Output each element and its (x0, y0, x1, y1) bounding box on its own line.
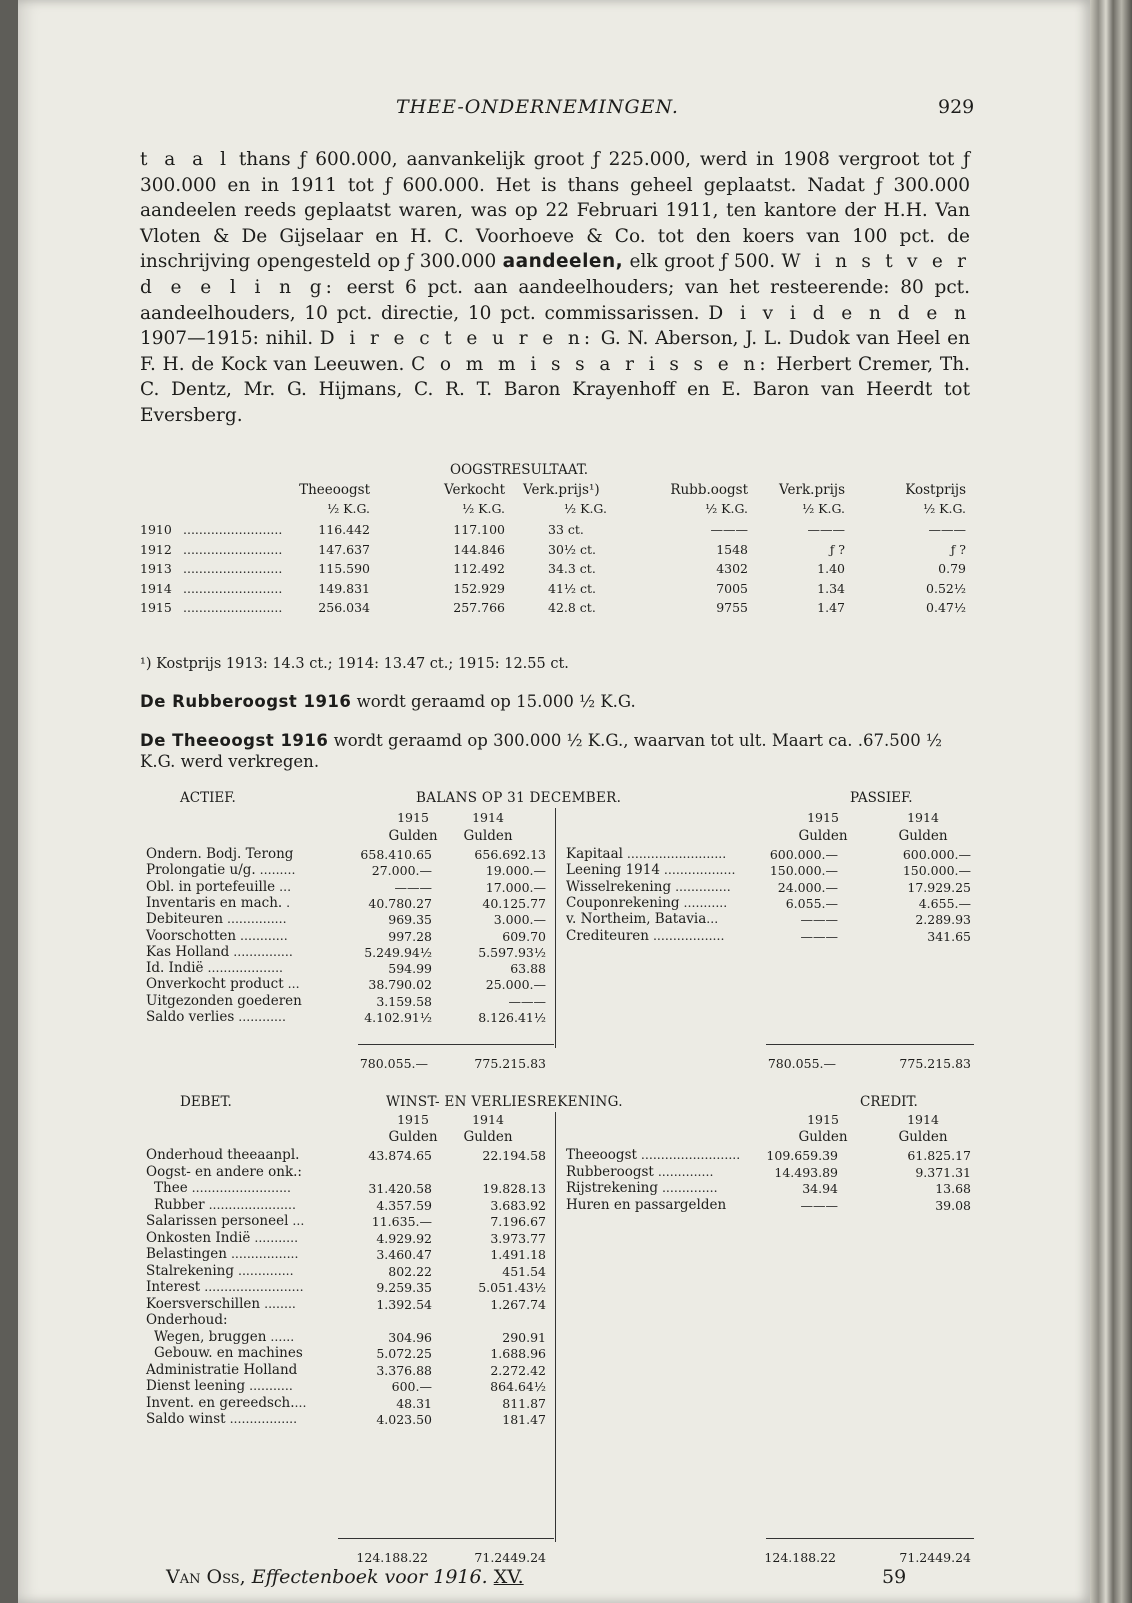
liabilities-total-previous: 775.215.83 (899, 1056, 971, 1071)
table-cell: 147.637 (318, 541, 370, 557)
ledger-row-label (146, 976, 300, 992)
ledger-value-previous: 3.000.— (493, 912, 546, 928)
table-cell: 30½ ct. (548, 541, 596, 557)
ledger-value-previous: 656.692.13 (474, 847, 546, 862)
ledger-row-label (154, 1197, 296, 1213)
ledger-label-text: Rubber (154, 1196, 205, 1213)
leader-dots: ........... (679, 894, 728, 910)
ledger-value-current: 31.420.58 (368, 1181, 432, 1196)
ledger-row-label (566, 1147, 740, 1163)
year-header: 1914 (472, 1112, 504, 1127)
table-cell: 41½ ct. (548, 580, 596, 596)
ledger-value-current: 3.376.88 (376, 1362, 432, 1378)
column-unit: ½ K.G. (564, 501, 607, 516)
ledger-label-text: Thee (154, 1180, 188, 1196)
liabilities-total-rule (766, 1044, 974, 1045)
ledger-label-text: Interest (146, 1279, 201, 1295)
ledger-label-text: Ondern. Bodj. Terong (146, 846, 294, 862)
ledger-value-previous: 600.000.— (902, 847, 971, 862)
leader-dots: ................. (226, 1246, 299, 1261)
column-header: Rubb.oogst (670, 482, 748, 498)
ledger-value-current: ——— (800, 928, 838, 944)
ledger-value-previous: 1.267.74 (490, 1296, 546, 1312)
imprint-volume: XV. (493, 1566, 524, 1588)
table-cell: 1548 (716, 541, 748, 557)
ledger-value-previous: 19.000.— (485, 863, 546, 879)
leader-dots: ............ (236, 927, 288, 943)
text-segment: Herbert Cremer, Th. C. Dentz, Mr. G. Hijmans, C. R. T. Baron Krayenhoff en E. Baron van Heerdt tot Eversberg. (140, 353, 970, 426)
table-cell: 33 ct. (548, 522, 584, 537)
ledger-value-previous: 40.125.77 (482, 895, 546, 911)
table-cell: 112.492 (453, 561, 505, 576)
ledger-row-label (154, 1180, 291, 1196)
ledger-value-previous: 2.289.93 (915, 912, 971, 928)
column-unit: ½ K.G. (327, 501, 370, 516)
tea-estimate (140, 730, 970, 772)
ledger-value-previous: 341.65 (927, 928, 971, 944)
ledger-label-text: Wegen, bruggen (154, 1328, 267, 1345)
leader-dots: ......... (255, 862, 296, 878)
leader-dots: ......................... (636, 1147, 741, 1162)
ledger-label-text: Saldo winst (146, 1411, 226, 1427)
ledger-row-label (566, 1197, 726, 1213)
credit-heading: CREDIT. (860, 1094, 918, 1110)
text-segment: 1907—1915: nihil. (140, 328, 320, 350)
ledger-value-current: 304.96 (388, 1329, 432, 1345)
column-unit: ½ K.G. (802, 501, 845, 516)
table-cell: ƒ ? (829, 541, 845, 557)
profit-loss-heading: WINST- EN VERLIESREKENING. (386, 1094, 623, 1110)
currency-header: Gulden (463, 828, 513, 844)
ledger-value-current: 34.94 (802, 1181, 838, 1196)
ledger-row-label (146, 1296, 296, 1312)
ledger-value-previous: 25.000.— (485, 977, 546, 993)
ledger-value-previous: ——— (508, 993, 546, 1009)
imprint-author: Van Oss, (166, 1566, 246, 1588)
table-cell: 0.52½ (926, 580, 966, 596)
ledger-value-previous: 13.68 (935, 1181, 971, 1196)
ledger-row-label (146, 928, 288, 944)
ledger-label-text: Wisselrekening (566, 878, 672, 895)
debit-total-previous: 71.2449.24 (474, 1550, 546, 1565)
ledger-value-current: 594.99 (388, 961, 432, 977)
ledger-row-label (146, 1263, 294, 1279)
ledger-row-label (566, 895, 727, 911)
ledger-label-text: Crediteuren (566, 927, 649, 944)
ledger-value-current: 48.31 (396, 1395, 432, 1411)
credit-total-current: 124.188.22 (764, 1550, 836, 1565)
table-cell: 0.47½ (926, 600, 966, 615)
leader-dots: .................. (659, 862, 736, 878)
ledger-value-previous: 451.54 (502, 1263, 546, 1279)
table-cell: 9755 (716, 600, 748, 615)
row-year: 1914 (140, 580, 172, 596)
ledger-value-previous: 61.825.17 (907, 1148, 971, 1163)
ledger-value-current: 4.929.92 (376, 1230, 432, 1246)
text-segment: G. N. Aberson, J. L. Dudok van Heel en F. H. de Kock van Leeuwen. (140, 328, 971, 375)
ledger-label-text: Obl. in portefeuille (146, 878, 276, 895)
ledger-label-text: Id. Indië (146, 960, 204, 977)
ledger-label-text: Voorschotten (146, 927, 237, 944)
ledger-value-current: 150.000.— (769, 863, 838, 879)
table-cell: 4302 (716, 561, 748, 576)
text-segment-spaced: D i r e c t e u r e n: (319, 328, 595, 350)
ledger-row-label (566, 928, 724, 944)
balance-divider (555, 808, 556, 1048)
ledger-label-text: Belastingen (146, 1246, 227, 1262)
ledger-label-text: Koersverschillen (146, 1295, 261, 1312)
ledger-value-previous: 3.973.77 (490, 1230, 546, 1246)
text-segment: t a a l (140, 149, 230, 170)
year-header: 1914 (907, 810, 939, 825)
debit-total-rule (338, 1538, 554, 1539)
text-segment: elk groot ƒ 500. (623, 251, 782, 273)
ledger-row-label (566, 862, 735, 878)
leader-dots: ............... (223, 911, 287, 927)
ledger-row-label (566, 846, 726, 862)
assets-total-current: 780.055.— (359, 1056, 428, 1071)
ledger-label-text: Onverkocht product (146, 976, 284, 993)
liabilities-total-current: 780.055.— (767, 1056, 836, 1071)
ledger-value-current: 4.023.50 (376, 1412, 432, 1427)
ledger-value-current: ——— (800, 912, 838, 928)
ledger-label-text: Huren en passargelden (566, 1196, 727, 1213)
ledger-label-text: Onderhoud theeaanpl. (146, 1147, 300, 1163)
ledger-value-current: 969.35 (388, 912, 432, 928)
ledger-label-text: Debiteuren (146, 911, 224, 928)
ledger-row-label (146, 993, 302, 1009)
ledger-label-text: Gebouw. en machines (154, 1345, 303, 1361)
ledger-row-label (146, 895, 290, 911)
ledger-row-label (146, 1213, 304, 1229)
leader-dots: ........ (260, 1295, 296, 1311)
ledger-row-label (146, 1362, 297, 1378)
ledger-label-text: Theeoogst (566, 1147, 637, 1163)
leader-dots: ... (706, 911, 719, 927)
leader-dots: .................. (648, 927, 725, 943)
ledger-value-current: 3.460.47 (376, 1247, 432, 1262)
leader-dots: ......................... (183, 600, 283, 615)
ledger-row-label (146, 1411, 297, 1427)
credit-total-previous: 71.2449.24 (899, 1550, 971, 1565)
ledger-row-label (566, 879, 731, 895)
ledger-label-text: Kas Holland (146, 943, 230, 960)
row-year: 1910 (140, 522, 172, 537)
ledger-label-text: Leening 1914 (566, 862, 660, 879)
leader-dots: ... (294, 1394, 307, 1410)
ledger-value-current: ——— (394, 879, 432, 895)
leader-dots: .............. (671, 878, 731, 894)
table-cell: 257.766 (453, 600, 505, 615)
ledger-row-label (154, 1345, 303, 1361)
company-description (140, 147, 970, 429)
running-title: THEE-ONDERNEMINGEN. (396, 96, 679, 118)
table-cell: 152.929 (453, 580, 505, 596)
column-header: Kostprijs (905, 482, 966, 498)
ledger-value-previous: 19.828.13 (482, 1181, 546, 1196)
text-segment: eerst 6 pct. aan aandeelhouders; van het resteerende: 80 pct. aandeelhouders, 10 pct. directie, 10 pct. commissarissen. (140, 276, 970, 324)
ledger-row-label (566, 1180, 718, 1196)
ledger-row-label (146, 879, 291, 895)
ledger-value-current: ——— (800, 1197, 838, 1213)
ledger-row-label (566, 1164, 713, 1180)
ledger-value-previous: 8.126.41½ (478, 1010, 546, 1025)
tea-estimate-lead: De Theeoogst 1916 (140, 731, 329, 750)
leader-dots: ... (283, 976, 300, 992)
leader-dots: ................. (225, 1411, 298, 1426)
column-header: Theeoogst (299, 482, 370, 498)
ledger-value-previous: 9.371.31 (915, 1164, 971, 1180)
leader-dots: ......................... (183, 522, 283, 537)
table-cell: 256.034 (318, 600, 370, 615)
ledger-label-text: Rijstrekening (566, 1180, 658, 1196)
ledger-row-label (146, 846, 293, 862)
page-number: 929 (938, 96, 975, 118)
ledger-value-previous: 7.196.67 (490, 1214, 546, 1229)
ledger-label-text: Administratie Holland (146, 1361, 298, 1378)
ledger-value-previous: 3.683.92 (490, 1197, 546, 1213)
ledger-value-previous: 181.47 (502, 1412, 546, 1427)
leader-dots: ......................... (183, 561, 283, 576)
leader-dots: ......................... (200, 1279, 304, 1294)
ledger-value-previous: 63.88 (510, 961, 546, 977)
table-cell: 34.3 ct. (548, 561, 596, 576)
row-year: 1915 (140, 600, 172, 615)
ledger-row-label (154, 1329, 294, 1345)
ledger-value-current: 802.22 (388, 1263, 432, 1279)
ledger-value-current: 27.000.— (371, 863, 432, 879)
year-header: 1914 (907, 1112, 939, 1127)
table-cell: 116.442 (318, 522, 370, 537)
table-cell: ——— (928, 522, 966, 537)
ledger-row-label (146, 911, 287, 927)
ledger-value-previous: 22.194.58 (482, 1148, 546, 1163)
rubber-estimate-lead: De Rubberoogst 1916 (140, 692, 352, 711)
ledger-value-current: 38.790.02 (368, 977, 432, 993)
ledger-value-previous: 17.000.— (485, 879, 546, 895)
ledger-label-text: Saldo verlies (146, 1009, 235, 1025)
ledger-label-text: Prolongatie u/g. (146, 862, 256, 879)
credit-total-rule (766, 1538, 974, 1539)
rubber-estimate (140, 692, 636, 711)
leader-dots: ... (288, 1213, 305, 1228)
leader-dots: ...................... (204, 1196, 296, 1212)
year-header: 1914 (472, 810, 504, 825)
ledger-label-text: Rubberoogst (566, 1163, 654, 1180)
imprint-title: Effectenboek voor 1916. (251, 1566, 488, 1588)
ledger-label-text: v. Northeim, Batavia (566, 911, 707, 928)
ledger-row-label (146, 1009, 286, 1025)
ledger-row-label (146, 1395, 306, 1411)
ledger-label-text: Salarissen personeel (146, 1213, 289, 1229)
table-cell: 144.846 (453, 541, 505, 557)
leader-dots: ................... (203, 960, 284, 976)
currency-header: Gulden (463, 1129, 513, 1145)
column-unit: ½ K.G. (705, 501, 748, 516)
table-cell: 7005 (716, 580, 748, 596)
column-unit: ½ K.G. (462, 501, 505, 516)
ledger-label-text: Onderhoud: (146, 1312, 228, 1328)
tea-estimate-text: wordt geraamd op 300.000 ½ K.G., waarvan tot ult. Maart ca. .67.500 ½ K.G. werd verkregen. (140, 731, 942, 771)
rubber-estimate-text: wordt geraamd op 15.000 ½ K.G. (351, 692, 636, 711)
leader-dots: ......................... (183, 580, 283, 596)
ledger-value-previous: 5.597.93½ (478, 944, 546, 960)
text-segment-spaced: D i v i d e n d e n (708, 302, 970, 324)
ledger-value-current: 997.28 (388, 928, 432, 944)
ledger-label-text: Oogst- en andere onk.: (146, 1163, 302, 1180)
currency-header: Gulden (388, 828, 438, 844)
year-header: 1915 (397, 810, 429, 825)
ledger-value-current: 6.055.— (785, 895, 838, 911)
ledger-value-previous: 39.08 (935, 1197, 971, 1213)
leader-dots: ......................... (187, 1180, 291, 1195)
leader-dots: ........... (245, 1378, 293, 1393)
ledger-row-label (146, 1279, 304, 1295)
ledger-value-previous: 864.64½ (490, 1379, 546, 1394)
ledger-row-label (566, 911, 718, 927)
ledger-label-text: Onkosten Indië (146, 1229, 251, 1246)
ledger-value-current: 11.635.— (371, 1214, 432, 1229)
ledger-value-current: 658.410.65 (360, 847, 432, 862)
table-cell: 149.831 (318, 580, 370, 596)
harvest-title: OOGSTRESULTAAT. (450, 462, 589, 478)
column-header: Verkocht (444, 482, 505, 498)
ledger-value-previous: 4.655.— (918, 895, 971, 911)
assets-total-previous: 775.215.83 (474, 1056, 546, 1071)
table-cell: 42.8 ct. (548, 600, 596, 615)
ledger-label-text: Dienst leening (146, 1378, 246, 1394)
leader-dots: .............. (657, 1180, 718, 1195)
ledger-value-current: 3.159.58 (376, 993, 432, 1009)
row-year: 1912 (140, 541, 172, 557)
ledger-value-previous: 1.491.18 (490, 1247, 546, 1262)
table-cell: 1.34 (817, 580, 845, 596)
currency-header: Gulden (898, 1129, 948, 1145)
leader-dots: ...... (266, 1328, 295, 1344)
leader-dots: ......................... (183, 541, 283, 557)
leader-dots: ........... (250, 1229, 299, 1245)
leader-dots: ............... (229, 943, 293, 959)
column-header: Verk.prijs¹) (523, 482, 600, 498)
ledger-label-text: Couponrekening (566, 894, 680, 911)
currency-header: Gulden (898, 828, 948, 844)
ledger-value-current: 1.392.54 (376, 1296, 432, 1312)
ledger-value-current: 43.874.65 (368, 1148, 432, 1163)
row-year: 1913 (140, 561, 172, 576)
year-header: 1915 (807, 1112, 839, 1127)
text-segment-spaced: C o m m i s s a r i s s e n: (411, 353, 770, 375)
leader-dots: .............. (653, 1163, 714, 1179)
ledger-value-current: 4.102.91½ (364, 1010, 432, 1025)
ledger-value-current: 40.780.27 (368, 895, 432, 911)
ledger-value-current: 600.— (391, 1379, 432, 1394)
ledger-label-text: Kapitaal (566, 846, 623, 862)
ledger-value-previous: 150.000.— (902, 863, 971, 879)
table-cell: ——— (710, 522, 748, 537)
ledger-label-text: Invent. en gereedsch. (146, 1394, 295, 1411)
ledger-label-text: Inventaris en mach. (146, 894, 283, 911)
column-header: Verk.prijs (779, 482, 845, 498)
leader-dots: .............. (234, 1262, 294, 1278)
leader-dots: . (282, 894, 291, 910)
leader-dots: ......................... (622, 846, 727, 861)
table-cell: 0.79 (938, 561, 966, 576)
ledger-value-previous: 609.70 (502, 928, 546, 944)
ledger-value-current: 600.000.— (769, 847, 838, 862)
ledger-row-label (146, 1378, 293, 1394)
text-segment-spaced: W i n s t v e r d e e l i n g: (140, 251, 970, 298)
book-binding (1090, 0, 1132, 1603)
book-imprint (166, 1566, 524, 1588)
harvest-footnote: ¹) Kostprijs 1913: 14.3 ct.; 1914: 13.47 ct.; 1915: 12.55 ct. (140, 656, 569, 672)
ledger-value-previous: 5.051.43½ (478, 1280, 546, 1295)
liabilities-heading: PASSIEF. (850, 790, 913, 806)
table-cell: 117.100 (453, 522, 505, 537)
ledger-value-current: 14.493.89 (774, 1164, 838, 1180)
currency-header: Gulden (798, 1129, 848, 1145)
book-page (18, 0, 1090, 1603)
ledger-value-previous: 2.272.42 (490, 1362, 546, 1378)
ledger-value-previous: 811.87 (502, 1395, 546, 1411)
table-cell: 1.47 (817, 600, 845, 615)
ledger-row-label (146, 862, 295, 878)
text-segment-bold: aandeelen, (502, 251, 624, 273)
debit-total-current: 124.188.22 (356, 1550, 428, 1565)
ledger-row-label (146, 1312, 228, 1328)
column-unit: ½ K.G. (923, 501, 966, 516)
ledger-label-text: Uitgezonden goederen (146, 992, 302, 1009)
ledger-value-current: 5.249.94½ (364, 944, 432, 960)
assets-total-rule (358, 1044, 554, 1045)
year-header: 1915 (397, 1112, 429, 1127)
ledger-value-current: 109.659.39 (766, 1148, 838, 1163)
ledger-value-current: 24.000.— (777, 879, 838, 895)
table-cell: ——— (807, 522, 845, 537)
balance-heading: BALANS OP 31 DECEMBER. (416, 790, 622, 806)
ledger-row-label (146, 944, 293, 960)
ledger-row-label (146, 1246, 299, 1262)
ledger-value-current: 4.357.59 (376, 1197, 432, 1213)
ledger-row-label (146, 1147, 299, 1163)
ledger-row-label (146, 960, 283, 976)
table-cell: 1.40 (817, 561, 845, 576)
currency-header: Gulden (388, 1129, 438, 1145)
ledger-value-current: 5.072.25 (376, 1346, 432, 1361)
ledger-value-previous: 1.688.96 (490, 1346, 546, 1361)
debit-heading: DEBET. (180, 1094, 232, 1110)
assets-heading: ACTIEF. (180, 790, 236, 806)
ledger-row-label (146, 1164, 302, 1180)
profit-loss-divider (555, 1112, 556, 1542)
ledger-value-current: 9.259.35 (376, 1280, 432, 1295)
year-header: 1915 (807, 810, 839, 825)
leader-dots: ... (275, 878, 292, 894)
leader-dots: ............ (234, 1009, 286, 1024)
text-segment: thans ƒ 600.000, aanvankelijk groot ƒ 225.000, werd in 1908 vergroot tot ƒ 300.000 en in 1911 tot ƒ 600.000. Het is thans geheel geplaatst. Nadat ƒ 300.000 aandeelen reeds geplaatst waren, was op 22 Februari 1911, ten kantore der H.H. Van Vloten & De Gijselaar en H. C. Voorhoeve & Co. tot den koers van 100 pct. de inschrijving opengesteld op ƒ 300.000 (140, 149, 970, 273)
ledger-value-previous: 17.929.25 (907, 879, 971, 895)
ledger-value-previous: 290.91 (502, 1329, 546, 1345)
currency-header: Gulden (798, 828, 848, 844)
table-cell: 115.590 (318, 561, 370, 576)
ledger-row-label (146, 1230, 298, 1246)
ledger-label-text: Stalrekening (146, 1262, 235, 1279)
sheet-number: 59 (882, 1566, 907, 1588)
table-cell: ƒ ? (950, 541, 966, 557)
